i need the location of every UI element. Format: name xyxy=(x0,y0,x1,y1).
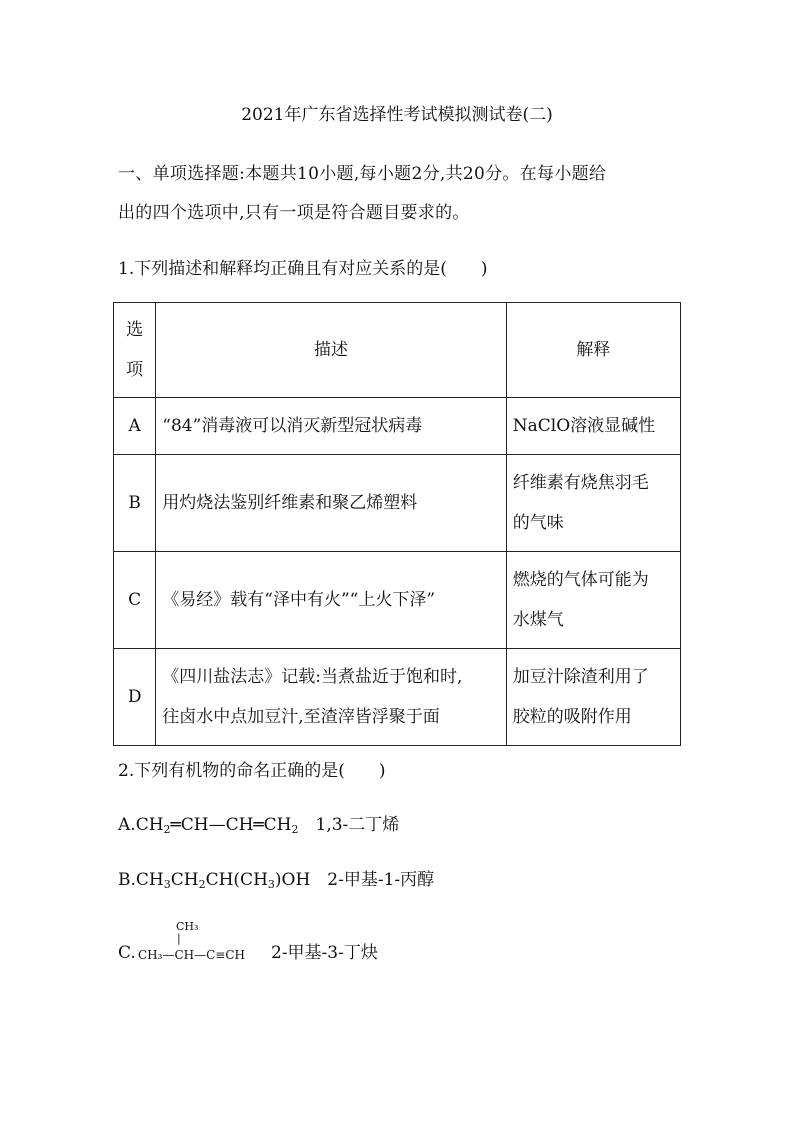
row-description: 《四川盐法志》记载:当煮盐近于饱和时, 往卤水中点加豆汁,至渣滓皆浮聚于面 xyxy=(156,649,506,746)
table-row xyxy=(114,649,681,746)
row-explanation: 纤维素有烧焦羽毛 的气味 xyxy=(506,455,680,552)
table-row xyxy=(114,455,681,552)
question-2-option-c xyxy=(118,918,418,968)
row-explanation: 加豆汁除渣利用了 胶粒的吸附作用 xyxy=(506,649,680,746)
question-2-option-b: $B.CH_3CH_2CH(CH_3)OH$ 2-甲基-1-丙醇 xyxy=(118,870,435,891)
row-explanation: 燃烧的气体可能为 水煤气 xyxy=(506,552,680,649)
row-description: 《易经》载有“泽中有火”“上火下泽” xyxy=(156,552,506,649)
header-explanation: 解释 xyxy=(506,303,680,398)
option-c-name: 2-甲基-3-丁炔 xyxy=(271,943,378,963)
section-instruction-line-1: 一、单项选择题:本题共10小题,每小题2分,共20分。在每小题给 xyxy=(118,164,607,184)
row-explanation: NaClO溶液显碱性 xyxy=(506,398,680,455)
page-title: 2021年广东省选择性考试模拟测试卷(二) xyxy=(241,105,553,125)
row-option: C xyxy=(114,552,156,649)
table-row xyxy=(114,398,681,455)
row-description: “84”消毒液可以消灭新型冠状病毒 xyxy=(156,398,506,455)
table-header-row xyxy=(114,303,681,398)
section-instruction-line-2: 出的四个选项中,只有一项是符合题目要求的。 xyxy=(118,203,470,223)
question-1-table xyxy=(113,302,681,746)
question-2-stem: 2.下列有机物的命名正确的是( ) xyxy=(118,761,386,781)
branch-bond: | xyxy=(177,932,181,945)
methyl-branch: CH₃ xyxy=(176,920,199,933)
structural-formula: CH₃—CH—C≡CH xyxy=(138,948,245,962)
row-option: D xyxy=(114,649,156,746)
question-1-stem: 1.下列描述和解释均正确且有对应关系的是( ) xyxy=(118,259,488,279)
option-c-label: C. xyxy=(118,943,136,963)
row-description: 用灼烧法鉴别纤维素和聚乙烯塑料 xyxy=(156,455,506,552)
row-option: A xyxy=(114,398,156,455)
row-option: B xyxy=(114,455,156,552)
header-description: 描述 xyxy=(156,303,506,398)
header-option: 选 项 xyxy=(114,303,156,398)
table-row xyxy=(114,552,681,649)
question-2-option-a: $A.CH_2═CH—CH═CH_2$ 1,3-二丁烯 xyxy=(118,815,400,836)
